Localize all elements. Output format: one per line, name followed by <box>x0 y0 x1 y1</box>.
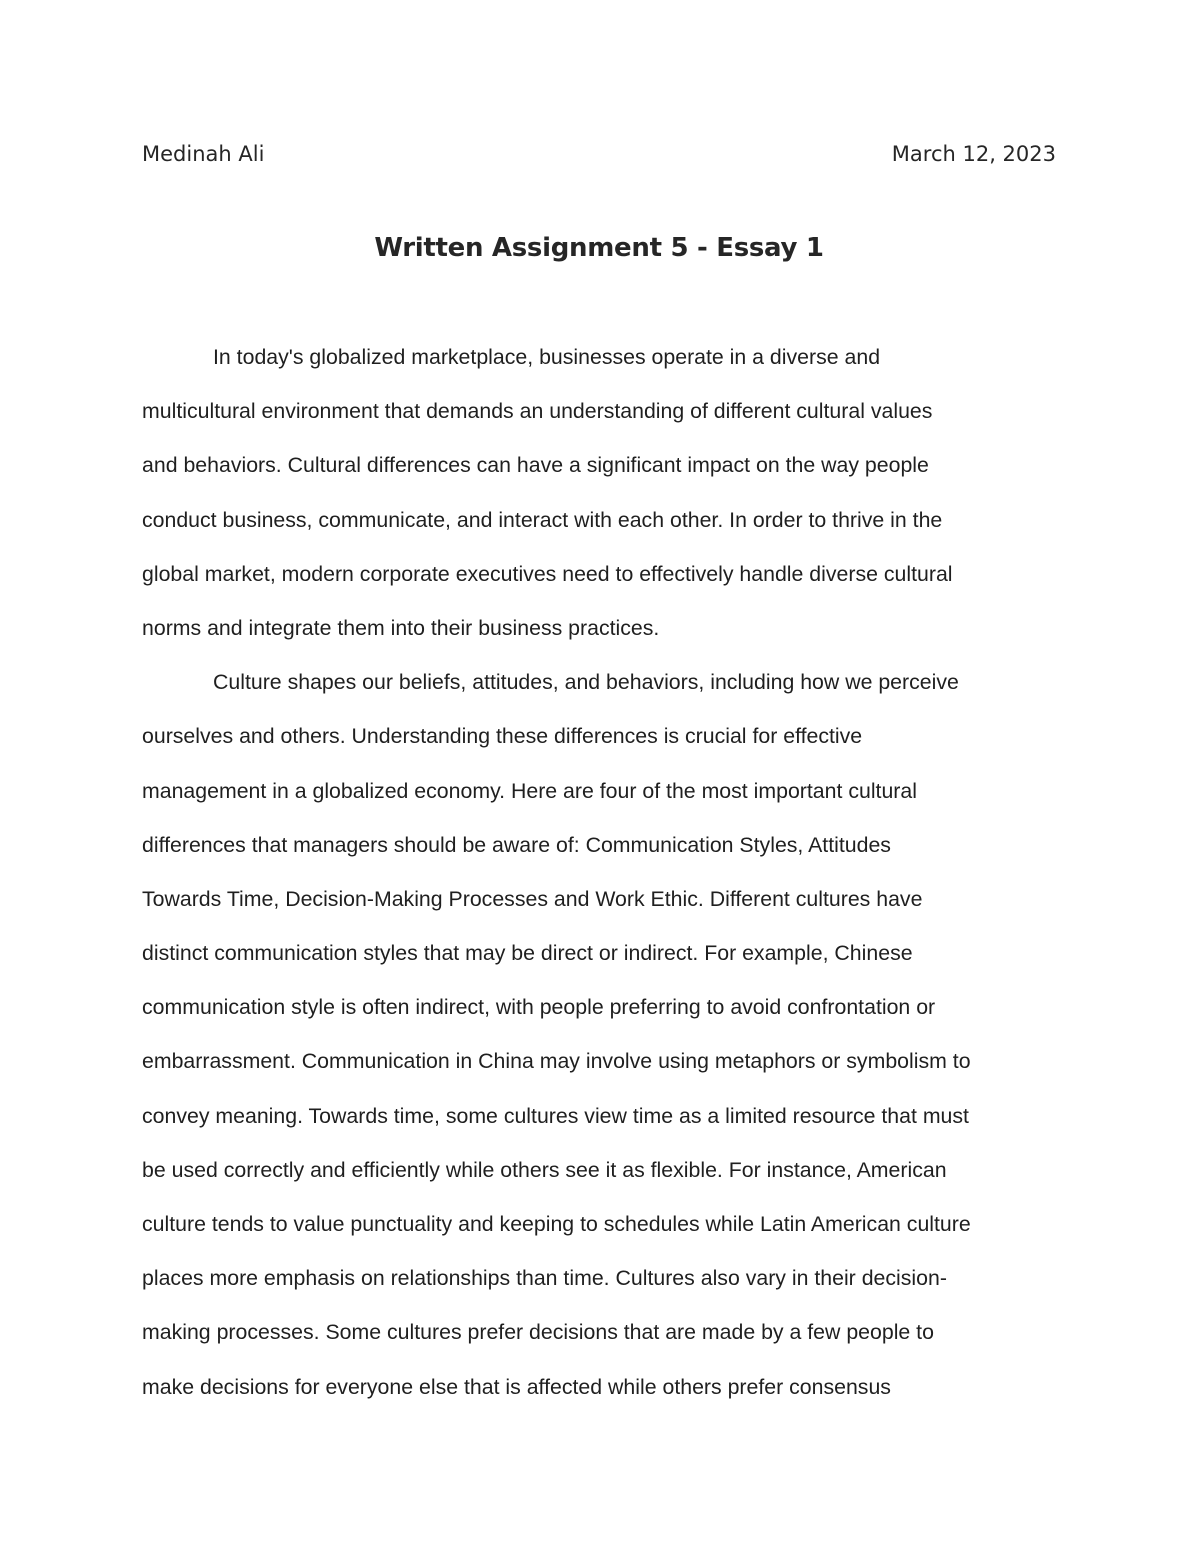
paragraph-line: culture tends to value punctuality and keeping to schedules while Latin American culture <box>142 1212 971 1236</box>
paragraph-line: communication style is often indirect, with people preferring to avoid confrontation or <box>142 995 936 1020</box>
paragraph-line: multicultural environment that demands an understanding of different cultural values <box>142 399 933 424</box>
paragraph-line: ourselves and others. Understanding these differences is crucial for effective <box>142 724 863 749</box>
paragraph-line: and behaviors. Cultural differences can have a significant impact on the way people <box>142 453 929 478</box>
paragraph-line: distinct communication styles that may be direct or indirect. For example, Chinese <box>142 941 913 966</box>
document-date: March 12, 2023 <box>891 142 1056 166</box>
document-header <box>142 140 1056 174</box>
essay-body <box>142 330 1062 1414</box>
paragraph-line: be used correctly and efficiently while others see it as flexible. For instance, American <box>142 1157 947 1182</box>
paragraph-line: global market, modern corporate executives need to effectively handle diverse cultural <box>142 561 953 586</box>
paragraph-line: making processes. Some cultures prefer decisions that are made by a few people to <box>142 1320 934 1345</box>
paragraph-line: places more emphasis on relationships than time. Cultures also vary in their decision- <box>142 1266 947 1291</box>
paragraph-line: make decisions for everyone else that is affected while others prefer consensus <box>142 1374 891 1399</box>
paragraph-line: norms and integrate them into their business practices. <box>142 615 660 640</box>
paragraph-line: differences that managers should be aware of: Communication Styles, Attitudes <box>142 832 891 857</box>
paragraph-line: In today's globalized marketplace, businesses operate in a diverse and <box>213 345 881 369</box>
essay-title: Written Assignment 5 - Essay 1 <box>374 233 824 263</box>
paragraph-line: conduct business, communicate, and interact with each other. In order to thrive in the <box>142 507 943 532</box>
paragraph-line: management in a globalized economy. Here are four of the most important cultural <box>142 778 917 803</box>
paragraph-line: convey meaning. Towards time, some cultures view time as a limited resource that must <box>142 1103 969 1128</box>
paragraph-line: embarrassment. Communication in China may involve using metaphors or symbolism to <box>142 1049 971 1074</box>
paragraph-line: Culture shapes our beliefs, attitudes, and behaviors, including how we perceive <box>213 670 959 695</box>
paragraph-line: Towards Time, Decision-Making Processes and Work Ethic. Different cultures have <box>142 886 923 911</box>
author-name: Medinah Ali <box>142 142 265 166</box>
